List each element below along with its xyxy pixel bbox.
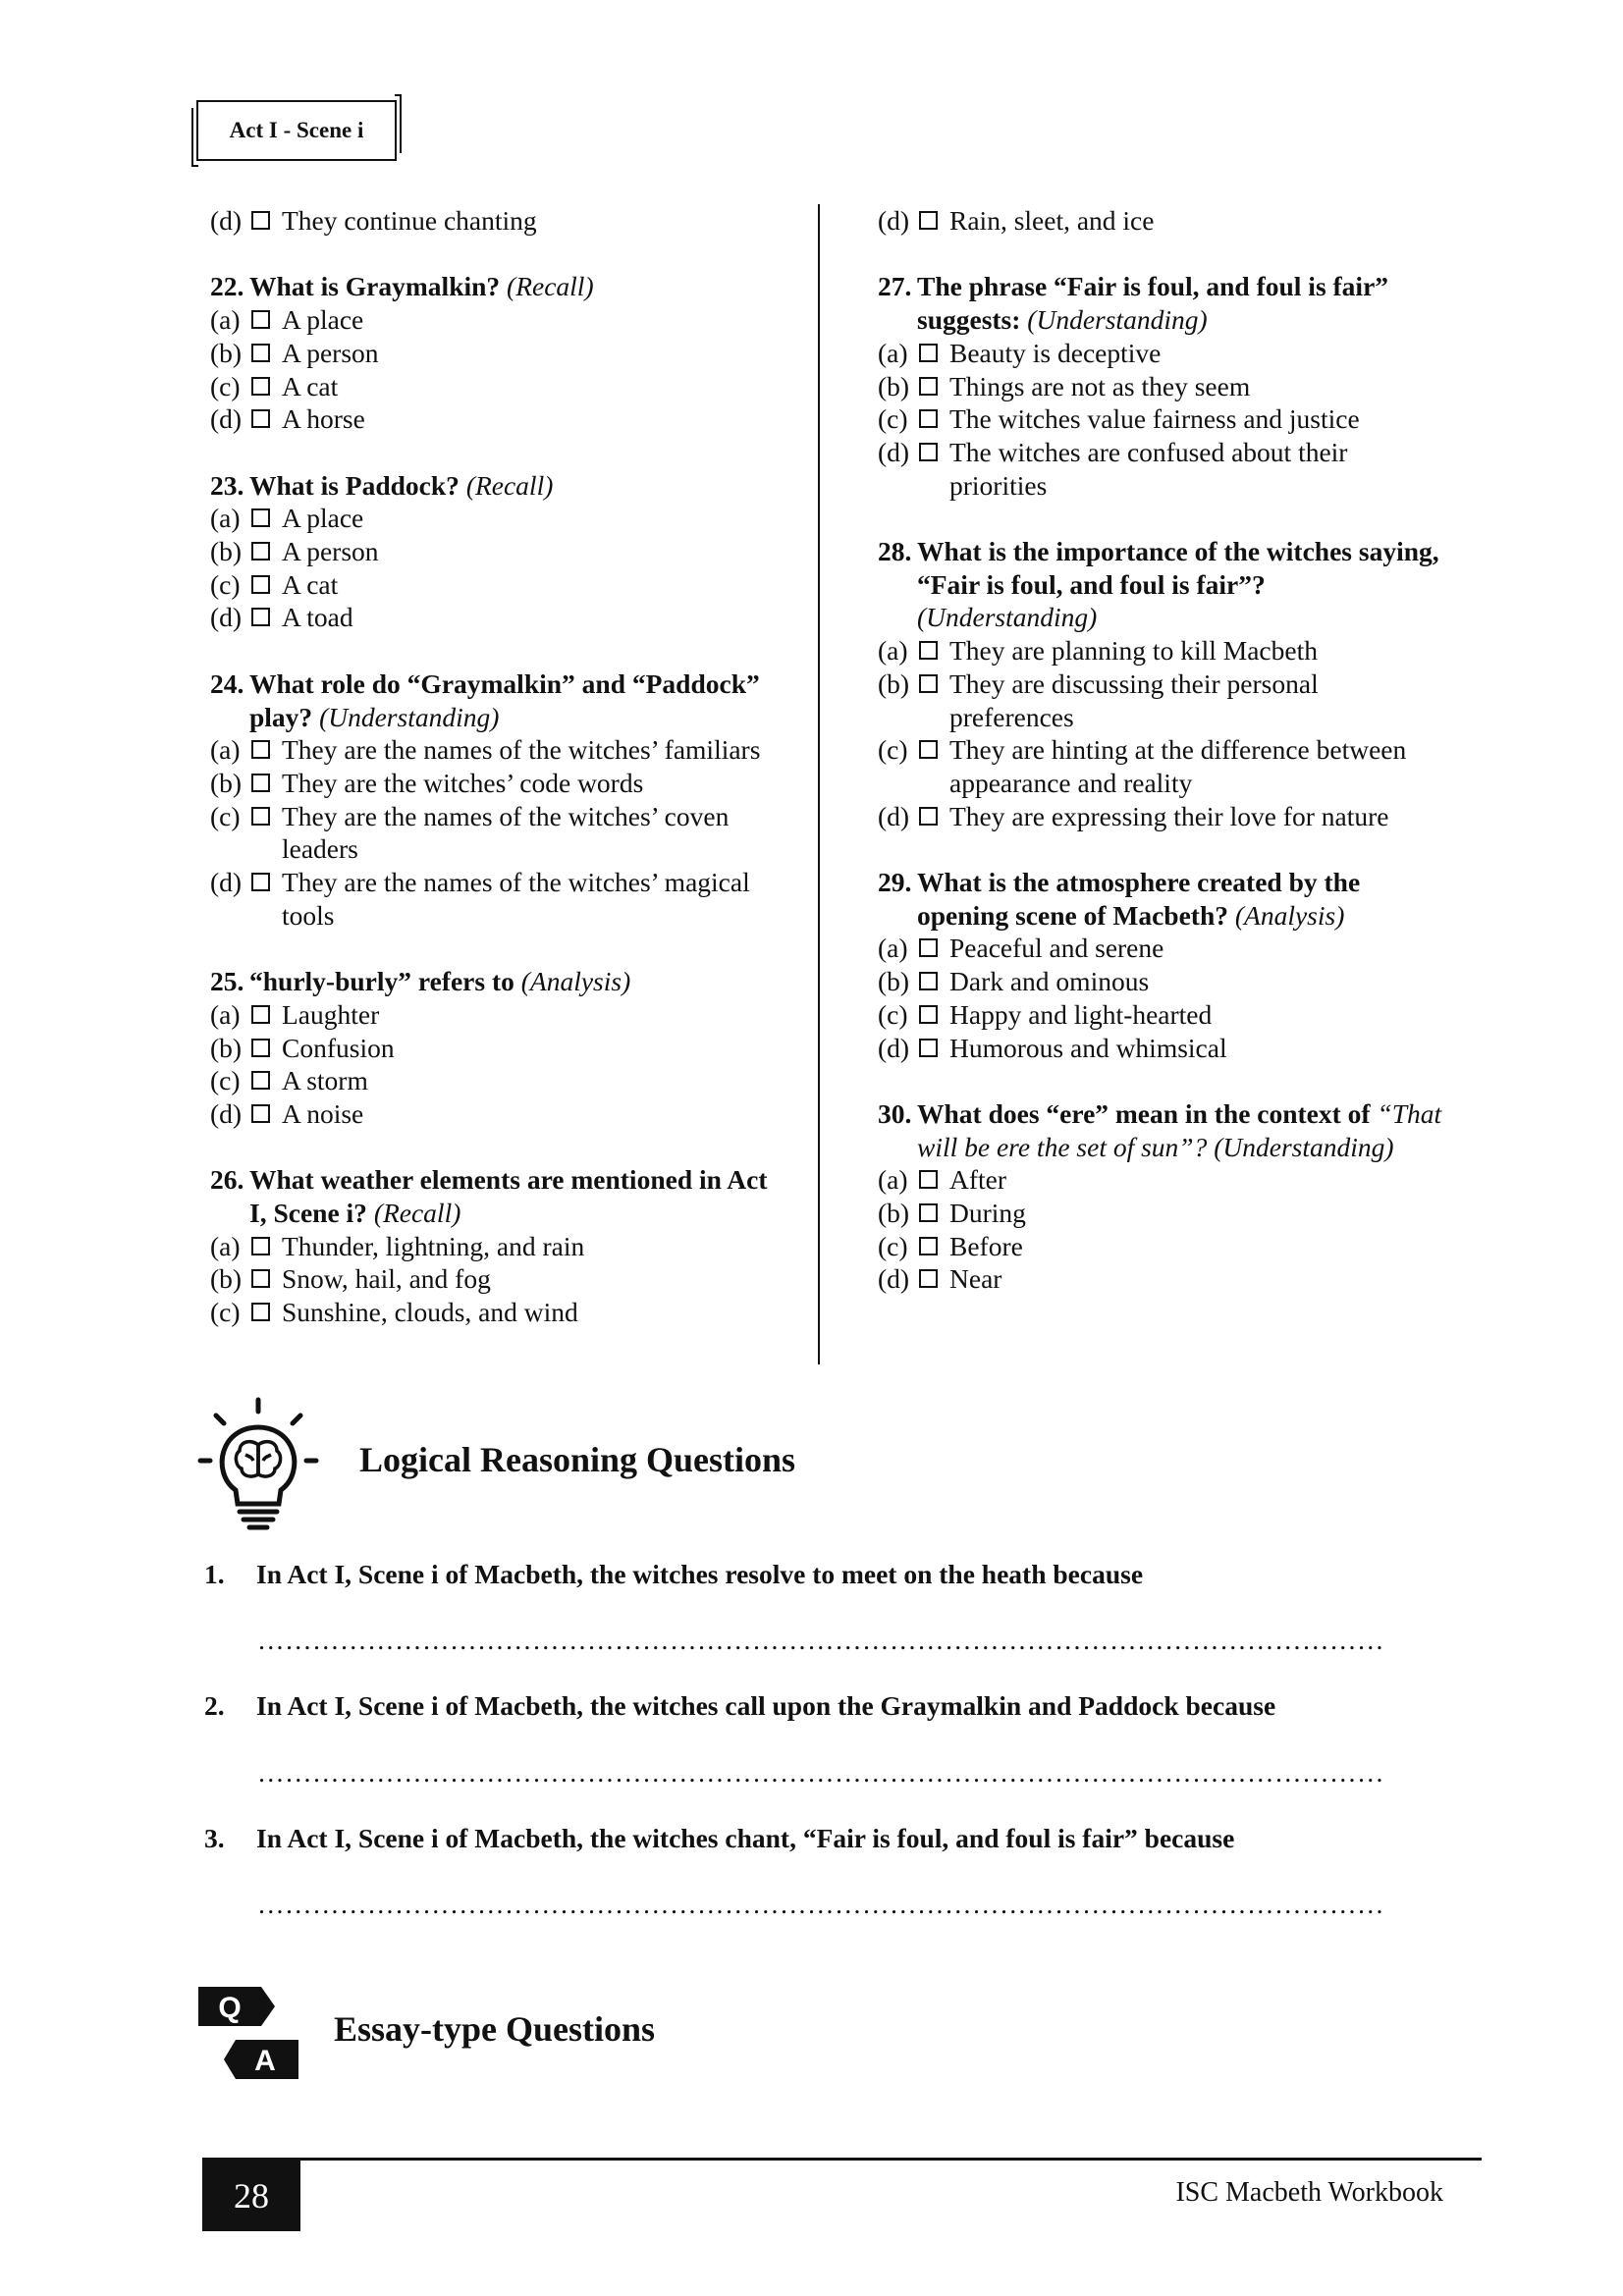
option-text: Confusion (282, 1032, 395, 1063)
option-text: Beauty is deceptive (949, 337, 1162, 368)
option-text: Sunshine, clouds, and wind (282, 1297, 578, 1328)
option-text: A toad (282, 602, 353, 633)
option-letter: (b) (878, 966, 910, 997)
checkbox[interactable] (251, 1071, 270, 1090)
question-tag: (Analysis) (520, 966, 631, 997)
question-title (210, 270, 780, 303)
checkbox[interactable] (919, 674, 938, 693)
option-text: A person (282, 337, 379, 368)
option-letter: (d) (878, 436, 910, 467)
option-letter: (a) (878, 1164, 908, 1196)
checkbox[interactable] (251, 608, 270, 626)
question-text: What does “ere” mean in the context of (917, 1097, 1371, 1129)
option (878, 402, 1447, 436)
option (210, 767, 780, 800)
question-number: 27. (878, 271, 912, 302)
question-title (878, 1097, 1447, 1163)
checkbox[interactable] (919, 377, 938, 396)
question-tag: (Recall) (373, 1198, 461, 1229)
question-number: 26. (210, 1164, 244, 1196)
checkbox[interactable] (919, 443, 938, 461)
reasoning-number: 2. (204, 1690, 225, 1721)
checkbox[interactable] (251, 1104, 270, 1123)
option-letter: (b) (878, 667, 910, 699)
question-title (878, 535, 1447, 634)
option (878, 370, 1447, 403)
reasoning-number: 3. (204, 1823, 225, 1853)
checkbox[interactable] (919, 1237, 938, 1255)
footer-rule (202, 2158, 1482, 2161)
option (878, 667, 1447, 733)
option-letter: (d) (210, 403, 243, 435)
option (210, 866, 780, 932)
option (878, 800, 1447, 833)
checkbox[interactable] (251, 508, 270, 527)
checkbox[interactable] (919, 211, 938, 230)
option (878, 1262, 1447, 1296)
question-24 (210, 667, 780, 933)
reasoning-question (204, 1823, 1422, 1854)
reasoning-number: 1. (204, 1559, 225, 1589)
question-tag: (Understanding) (1027, 304, 1208, 336)
checkbox[interactable] (919, 1005, 938, 1024)
option-text: They are the names of the witches’ coven leaders (282, 800, 730, 865)
carry-over-option (210, 204, 780, 238)
question-text: What is the importance of the witches saying, “Fair is foul, and foul is fair”? (917, 536, 1439, 600)
checkbox[interactable] (251, 740, 270, 759)
option-letter: (b) (878, 1198, 910, 1229)
option (878, 337, 1447, 370)
option-letter: (b) (210, 337, 243, 368)
option (210, 998, 780, 1032)
option-letter: (b) (878, 370, 910, 401)
option-text: They are hinting at the difference between appearance and reality (949, 734, 1407, 798)
option-text: Near (949, 1263, 1002, 1295)
option-text: The witches value fairness and justice (949, 403, 1360, 435)
option (878, 1197, 1447, 1230)
option (210, 1296, 780, 1329)
lightbulb-brain-icon (194, 1394, 322, 1531)
option-text: They are the witches’ code words (282, 767, 644, 798)
option-text: A noise (282, 1097, 364, 1129)
question-text: What weather elements are mentioned in Act I, Scene i? (249, 1164, 768, 1229)
option-letter: (d) (878, 205, 910, 236)
reasoning-question (204, 1559, 1422, 1590)
option (210, 800, 780, 866)
option-letter: (c) (210, 1065, 241, 1096)
checkbox[interactable] (919, 1269, 938, 1288)
option-text: The witches are confused about their priorities (949, 436, 1348, 501)
option (210, 502, 780, 535)
checkbox[interactable] (919, 1039, 938, 1057)
question-30 (878, 1097, 1447, 1296)
option (210, 303, 780, 337)
question-number: 28. (878, 536, 912, 566)
option (210, 601, 780, 634)
checkbox[interactable] (919, 641, 938, 660)
option-letter: (c) (878, 1230, 908, 1261)
option-text: Thunder, lightning, and rain (282, 1230, 585, 1261)
essay-title: Essay-type Questions (334, 2009, 656, 2049)
option-letter: (c) (210, 800, 241, 831)
option (210, 337, 780, 370)
option (878, 733, 1447, 799)
option-letter: (d) (210, 205, 243, 236)
option-text: A storm (282, 1065, 368, 1096)
option (878, 1032, 1447, 1065)
column-divider (818, 204, 820, 1364)
logical-reasoning-title: Logical Reasoning Questions (359, 1440, 796, 1479)
question-27 (878, 270, 1447, 502)
option-letter: (a) (878, 933, 908, 964)
option (210, 568, 780, 602)
question-tag: (Understanding) (1214, 1131, 1394, 1162)
option-text: A cat (282, 370, 339, 401)
checkbox[interactable] (919, 1203, 938, 1222)
option (210, 1064, 780, 1097)
option-text: Laughter (282, 998, 380, 1030)
option (210, 535, 780, 568)
option-letter: (d) (210, 602, 243, 633)
checkbox[interactable] (919, 409, 938, 428)
reasoning-text: In Act I, Scene i of Macbeth, the witches call upon the Graymalkin and Paddock because (256, 1690, 1276, 1721)
question-22 (210, 270, 780, 436)
option (210, 733, 780, 767)
question-tag: (Recall) (465, 469, 554, 501)
book-title: ISC Macbeth Workbook (1175, 2177, 1443, 2208)
option-letter: (b) (210, 1263, 243, 1295)
option-text: A cat (282, 568, 339, 600)
option (210, 1262, 780, 1296)
option-letter: (a) (210, 734, 241, 766)
question-text: The phrase “Fair is foul, and foul is fair” suggests: (917, 271, 1389, 336)
answer-line[interactable]: …………………………………………………………………………………………………………… (257, 1889, 1384, 1919)
checkbox[interactable] (251, 542, 270, 561)
left-column (210, 204, 780, 1362)
question-text: “hurly-burly” refers to (249, 966, 514, 997)
option-letter: (d) (878, 1263, 910, 1295)
option (878, 1163, 1447, 1197)
question-tag: (Understanding) (319, 701, 500, 732)
question-quote: “That will be ere the set of sun”? (917, 1097, 1442, 1162)
option-text: A horse (282, 403, 365, 435)
option-text: A person (282, 536, 379, 566)
question-title (210, 667, 780, 733)
option (210, 402, 780, 436)
question-text: What is the atmosphere created by the opening scene of Macbeth? (917, 867, 1361, 931)
option-letter: (a) (878, 337, 908, 368)
option-text: Snow, hail, and fog (282, 1263, 491, 1295)
option (878, 1230, 1447, 1263)
option-letter: (b) (210, 536, 243, 566)
checkbox[interactable] (919, 807, 938, 826)
question-number: 22. (210, 271, 244, 302)
option-letter: (c) (878, 403, 908, 435)
page-number: 28 (202, 2161, 300, 2231)
option-letter: (c) (210, 1297, 241, 1328)
option-letter: (a) (210, 304, 241, 336)
question-25 (210, 965, 780, 1131)
question-23 (210, 469, 780, 635)
checkbox[interactable] (251, 807, 270, 826)
option (878, 932, 1447, 965)
option-letter: (d) (878, 800, 910, 831)
question-title (878, 866, 1447, 932)
option-letter: (c) (878, 734, 908, 766)
option (878, 998, 1447, 1032)
question-number: 23. (210, 469, 244, 501)
question-number: 25. (210, 966, 244, 997)
option-text: Before (949, 1230, 1023, 1261)
right-column (878, 204, 1447, 1329)
option-letter: (d) (210, 1097, 243, 1129)
checkbox[interactable] (251, 575, 270, 594)
question-tag: (Recall) (507, 271, 594, 302)
option (878, 204, 1447, 238)
checkbox[interactable] (251, 310, 270, 329)
option (210, 370, 780, 403)
checkbox[interactable] (251, 377, 270, 396)
option-letter: (c) (210, 370, 241, 401)
checkbox[interactable] (919, 938, 938, 957)
checkbox[interactable] (919, 1170, 938, 1189)
checkbox[interactable] (251, 409, 270, 428)
option-text: During (949, 1198, 1026, 1229)
option-text: They continue chanting (282, 205, 537, 236)
checkbox[interactable] (919, 972, 938, 990)
question-29 (878, 866, 1447, 1064)
option-text: Things are not as they seem (949, 370, 1251, 401)
checkbox[interactable] (919, 344, 938, 362)
option-letter: (c) (210, 568, 241, 600)
checkbox[interactable] (251, 1303, 270, 1321)
question-title (210, 1163, 780, 1229)
option-text: They are the names of the witches’ familiars (282, 734, 761, 766)
question-title (878, 270, 1447, 336)
option-text: A place (282, 503, 364, 534)
answer-line[interactable]: …………………………………………………………………………………………………………… (257, 1757, 1384, 1788)
option-text: Rain, sleet, and ice (949, 205, 1155, 236)
option-letter: (b) (210, 767, 243, 798)
checkbox[interactable] (251, 774, 270, 792)
option-letter: (d) (210, 867, 243, 898)
svg-text:Q: Q (218, 1992, 242, 2024)
svg-text:A: A (254, 2045, 276, 2077)
question-26 (210, 1163, 780, 1329)
option (210, 1032, 780, 1065)
checkbox[interactable] (919, 740, 938, 759)
option-text: Humorous and whimsical (949, 1032, 1227, 1063)
option-text: They are the names of the witches’ magical tools (282, 867, 750, 931)
question-tag: (Understanding) (917, 602, 1098, 633)
option-text: They are planning to kill Macbeth (949, 635, 1318, 667)
checkbox[interactable] (251, 1005, 270, 1024)
q-and-a-icon (196, 1985, 304, 2095)
answer-line[interactable]: …………………………………………………………………………………………………………… (257, 1625, 1384, 1655)
checkbox[interactable] (251, 211, 270, 230)
checkbox[interactable] (251, 344, 270, 362)
question-title (210, 965, 780, 998)
reasoning-question (204, 1690, 1422, 1722)
checkbox[interactable] (251, 1237, 270, 1255)
option (878, 634, 1447, 667)
question-text: What is Graymalkin? (249, 271, 501, 302)
option-text: After (949, 1164, 1007, 1196)
option-letter: (b) (210, 1032, 243, 1063)
question-number: 29. (878, 867, 912, 898)
checkbox[interactable] (251, 873, 270, 891)
option-text: Peaceful and serene (949, 933, 1164, 964)
option-text: A place (282, 304, 364, 336)
option (210, 1097, 780, 1131)
question-tag: (Analysis) (1234, 899, 1345, 931)
option (878, 436, 1447, 502)
option-text: They are discussing their personal preferences (949, 667, 1319, 732)
option-text: Dark and ominous (949, 966, 1150, 997)
option-letter: (a) (210, 1230, 241, 1261)
option-letter: (d) (878, 1032, 910, 1063)
option-text: Happy and light-hearted (949, 998, 1213, 1030)
checkbox[interactable] (251, 1269, 270, 1288)
option (210, 1230, 780, 1263)
reasoning-text: In Act I, Scene i of Macbeth, the witches resolve to meet on the heath because (256, 1559, 1144, 1589)
scene-label: Act I - Scene i (196, 100, 397, 161)
reasoning-text: In Act I, Scene i of Macbeth, the witches chant, “Fair is foul, and foul is fair” because (256, 1823, 1235, 1853)
question-title (210, 469, 780, 503)
question-number: 24. (210, 667, 244, 699)
option-text: They are expressing their love for nature (949, 800, 1389, 831)
option-letter: (a) (878, 635, 908, 667)
carry-over-option (878, 204, 1447, 238)
option-letter: (a) (210, 503, 241, 534)
checkbox[interactable] (251, 1039, 270, 1057)
option-letter: (a) (210, 998, 241, 1030)
option-letter: (c) (878, 998, 908, 1030)
question-28 (878, 535, 1447, 832)
option (878, 965, 1447, 998)
question-number: 30. (878, 1097, 912, 1129)
option (210, 204, 780, 238)
question-text: What role do “Graymalkin” and “Paddock” play? (249, 667, 760, 732)
question-text: What is Paddock? (249, 469, 460, 501)
